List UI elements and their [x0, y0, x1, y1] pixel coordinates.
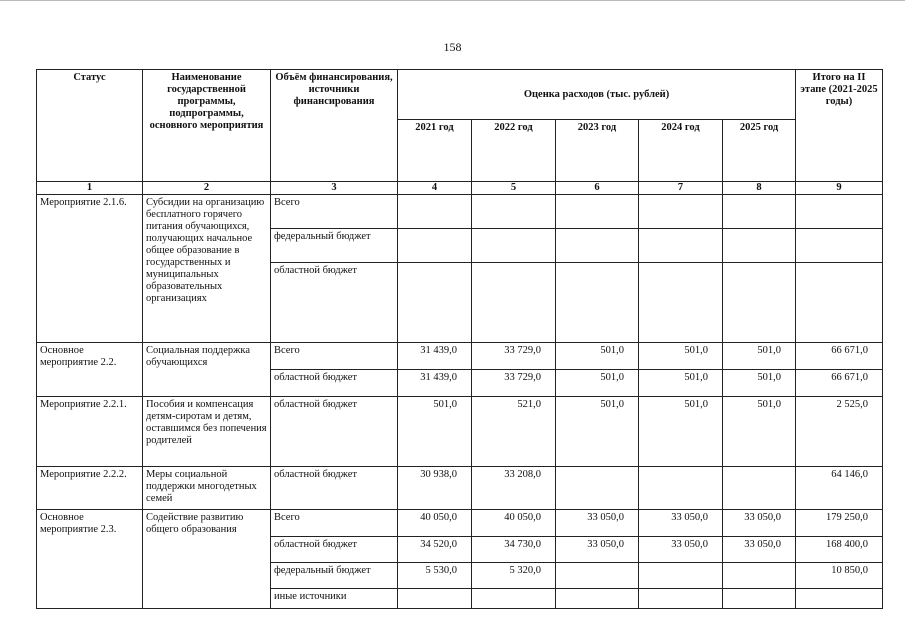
value-cell: [796, 195, 883, 229]
table-row: [37, 467, 883, 510]
value-cell: 5 320,0: [472, 563, 556, 589]
value-cell: 179 250,0: [796, 510, 883, 537]
value-cell: 501,0: [723, 343, 796, 370]
name-cell: Социальная поддержка обучающихся: [143, 343, 271, 397]
value-cell: 501,0: [556, 397, 639, 467]
value-cell: 34 730,0: [472, 537, 556, 563]
column-number: 7: [639, 182, 723, 195]
value-cell: [398, 195, 472, 229]
value-cell: 33 050,0: [639, 537, 723, 563]
header-year: 2021 год: [398, 120, 472, 182]
source-cell: областной бюджет: [271, 263, 398, 343]
value-cell: [556, 195, 639, 229]
value-cell: 31 439,0: [398, 370, 472, 397]
source-cell: областной бюджет: [271, 370, 398, 397]
value-cell: 5 530,0: [398, 563, 472, 589]
header-total: Итого на II этапе (2021-2025 годы): [796, 70, 883, 182]
value-cell: [639, 229, 723, 263]
value-cell: 501,0: [723, 397, 796, 467]
column-number: 1: [37, 182, 143, 195]
value-cell: 34 520,0: [398, 537, 472, 563]
name-cell: Меры социальной поддержки многодетных семей: [143, 467, 271, 510]
column-number: 2: [143, 182, 271, 195]
status-cell: Основное мероприятие 2.2.: [37, 343, 143, 397]
value-cell: 501,0: [639, 397, 723, 467]
header-estimate: Оценка расходов (тыс. рублей): [398, 70, 796, 120]
value-cell: 2 525,0: [796, 397, 883, 467]
name-cell: Содействие развитию общего образования: [143, 510, 271, 609]
header-status: Статус: [37, 70, 143, 182]
value-cell: 40 050,0: [472, 510, 556, 537]
value-cell: [398, 589, 472, 609]
table-row: [37, 343, 883, 370]
header-year: 2024 год: [639, 120, 723, 182]
value-cell: 33 050,0: [556, 510, 639, 537]
value-cell: 10 850,0: [796, 563, 883, 589]
value-cell: 33 050,0: [639, 510, 723, 537]
column-number: 4: [398, 182, 472, 195]
value-cell: 33 050,0: [556, 537, 639, 563]
value-cell: [398, 229, 472, 263]
value-cell: [639, 563, 723, 589]
value-cell: [556, 589, 639, 609]
value-cell: 30 938,0: [398, 467, 472, 510]
value-cell: [472, 589, 556, 609]
value-cell: [639, 263, 723, 343]
value-cell: [639, 589, 723, 609]
value-cell: 521,0: [472, 397, 556, 467]
source-cell: Всего: [271, 195, 398, 229]
status-cell: Мероприятие 2.2.2.: [37, 467, 143, 510]
value-cell: [556, 563, 639, 589]
column-number-row: [37, 182, 883, 195]
value-cell: [556, 229, 639, 263]
value-cell: 501,0: [556, 343, 639, 370]
value-cell: 168 400,0: [796, 537, 883, 563]
value-cell: 31 439,0: [398, 343, 472, 370]
value-cell: 33 729,0: [472, 370, 556, 397]
value-cell: 501,0: [639, 370, 723, 397]
column-number: 3: [271, 182, 398, 195]
value-cell: 33 050,0: [723, 510, 796, 537]
value-cell: 66 671,0: [796, 370, 883, 397]
budget-table: [36, 69, 883, 609]
value-cell: [796, 263, 883, 343]
page-number: 158: [443, 40, 462, 54]
value-cell: 66 671,0: [796, 343, 883, 370]
status-cell: Основное мероприятие 2.3.: [37, 510, 143, 609]
source-cell: областной бюджет: [271, 467, 398, 510]
source-cell: федеральный бюджет: [271, 229, 398, 263]
source-cell: областной бюджет: [271, 537, 398, 563]
value-cell: 501,0: [398, 397, 472, 467]
value-cell: [556, 467, 639, 510]
table-row: [37, 510, 883, 537]
name-cell: Пособия и компенсация детям-сиротам и детям, оставшимся без попечения родителей: [143, 397, 271, 467]
value-cell: [796, 589, 883, 609]
column-number: 9: [796, 182, 883, 195]
source-cell: иные источники: [271, 589, 398, 609]
header-year: 2023 год: [556, 120, 639, 182]
value-cell: 33 050,0: [723, 537, 796, 563]
value-cell: [723, 467, 796, 510]
status-cell: Мероприятие 2.2.1.: [37, 397, 143, 467]
header-year: 2022 год: [472, 120, 556, 182]
value-cell: 501,0: [723, 370, 796, 397]
value-cell: 501,0: [556, 370, 639, 397]
value-cell: [723, 263, 796, 343]
column-number: 5: [472, 182, 556, 195]
value-cell: [472, 263, 556, 343]
column-number: 8: [723, 182, 796, 195]
value-cell: 501,0: [639, 343, 723, 370]
table-row: [37, 397, 883, 467]
value-cell: 33 729,0: [472, 343, 556, 370]
header-volume: Объём финансирования, источники финансирования: [271, 70, 398, 182]
value-cell: 33 208,0: [472, 467, 556, 510]
page-top-edge: [0, 0, 905, 2]
column-number: 6: [556, 182, 639, 195]
value-cell: 64 146,0: [796, 467, 883, 510]
value-cell: [723, 563, 796, 589]
value-cell: [472, 195, 556, 229]
value-cell: [472, 229, 556, 263]
source-cell: областной бюджет: [271, 397, 398, 467]
value-cell: [796, 229, 883, 263]
value-cell: [723, 589, 796, 609]
header-year: 2025 год: [723, 120, 796, 182]
header-name: Наименование государственной программы, подпрограммы, основного мероприятия: [143, 70, 271, 182]
name-cell: Субсидии на организацию бесплатного горячего питания обучающихся, получающих начальное общее образование в государственных и муниципальных образовательных организациях: [143, 195, 271, 343]
value-cell: [398, 263, 472, 343]
value-cell: [556, 263, 639, 343]
value-cell: [723, 195, 796, 229]
source-cell: Всего: [271, 510, 398, 537]
status-cell: Мероприятие 2.1.6.: [37, 195, 143, 343]
table-row: [37, 195, 883, 229]
source-cell: федеральный бюджет: [271, 563, 398, 589]
source-cell: Всего: [271, 343, 398, 370]
value-cell: [723, 229, 796, 263]
value-cell: [639, 467, 723, 510]
value-cell: [639, 195, 723, 229]
value-cell: 40 050,0: [398, 510, 472, 537]
